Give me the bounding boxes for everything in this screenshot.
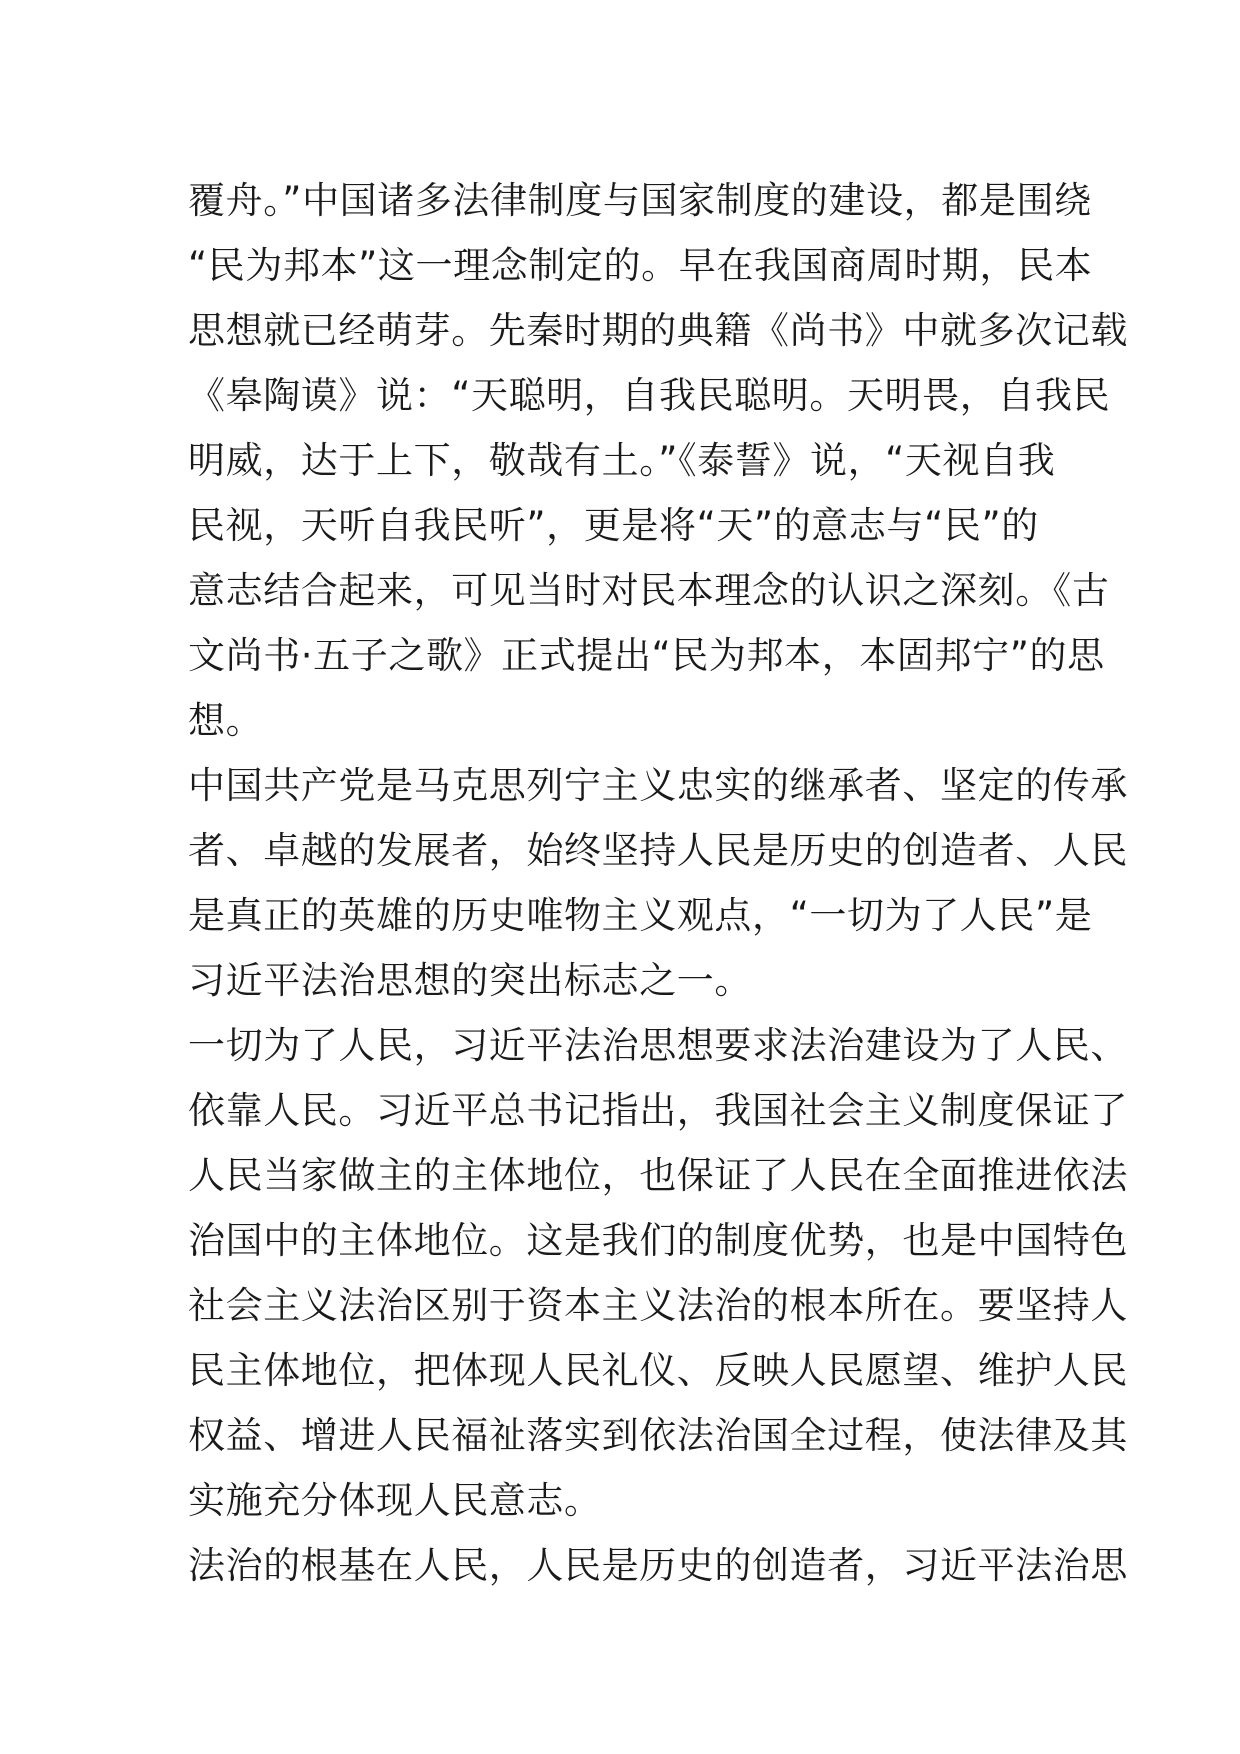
text-line: 民视，天听自我民听”，更是将“天”的意志与“民”的 xyxy=(188,504,1039,547)
text-line: 是真正的英雄的历史唯物主义观点，“一切为了人民”是 xyxy=(188,894,1093,937)
text-line: 实施充分体现人民意志。 xyxy=(188,1479,602,1522)
text-line: 意志结合起来，可见当时对民本理念的认识之深刻。《古 xyxy=(188,569,1110,612)
text-line: 想。 xyxy=(188,699,264,742)
text-line: 权益、增进人民福祉落实到依法治国全过程，使法律及其 xyxy=(188,1414,1128,1457)
text-line: 一切为了人民，习近平法治思想要求法治建设为了人民、 xyxy=(188,1024,1128,1067)
text-line: 覆舟。”中国诸多法律制度与国家制度的建设，都是围绕 xyxy=(188,179,1092,222)
text-line: 依靠人民。习近平总书记指出，我国社会主义制度保证了 xyxy=(188,1089,1128,1132)
text-line: 习近平法治思想的突出标志之一。 xyxy=(188,959,752,1002)
text-line: 人民当家做主的主体地位，也保证了人民在全面推进依法 xyxy=(188,1154,1128,1197)
text-line: 社会主义法治区别于资本主义法治的根本所在。要坚持人 xyxy=(188,1284,1128,1327)
text-line: 明威，达于上下，敬哉有土。”《泰誓》说，“天视自我 xyxy=(188,439,1056,482)
text-line: 者、卓越的发展者，始终坚持人民是历史的创造者、人民 xyxy=(188,829,1128,872)
text-line: 思想就已经萌芽。先秦时期的典籍《尚书》中就多次记载 xyxy=(188,309,1128,352)
text-line: 治国中的主体地位。这是我们的制度优势，也是中国特色 xyxy=(188,1219,1128,1262)
text-line: “民为邦本”这一理念制定的。早在我国商周时期，民本 xyxy=(188,244,1093,287)
text-line: 《皋陶谟》说：“天聪明，自我民聪明。天明畏，自我民 xyxy=(188,374,1111,417)
text-line: 中国共产党是马克思列宁主义忠实的继承者、坚定的传承 xyxy=(188,764,1128,807)
text-line: 法治的根基在人民，人民是历史的创造者，习近平法治思 xyxy=(188,1544,1128,1587)
body-text xyxy=(188,168,1128,1598)
text-line: 民主体地位，把体现人民礼仪、反映人民愿望、维护人民 xyxy=(188,1349,1128,1392)
text-line: 文尚书·五子之歌》正式提出“民为邦本，本固邦宁”的思 xyxy=(188,634,1105,677)
